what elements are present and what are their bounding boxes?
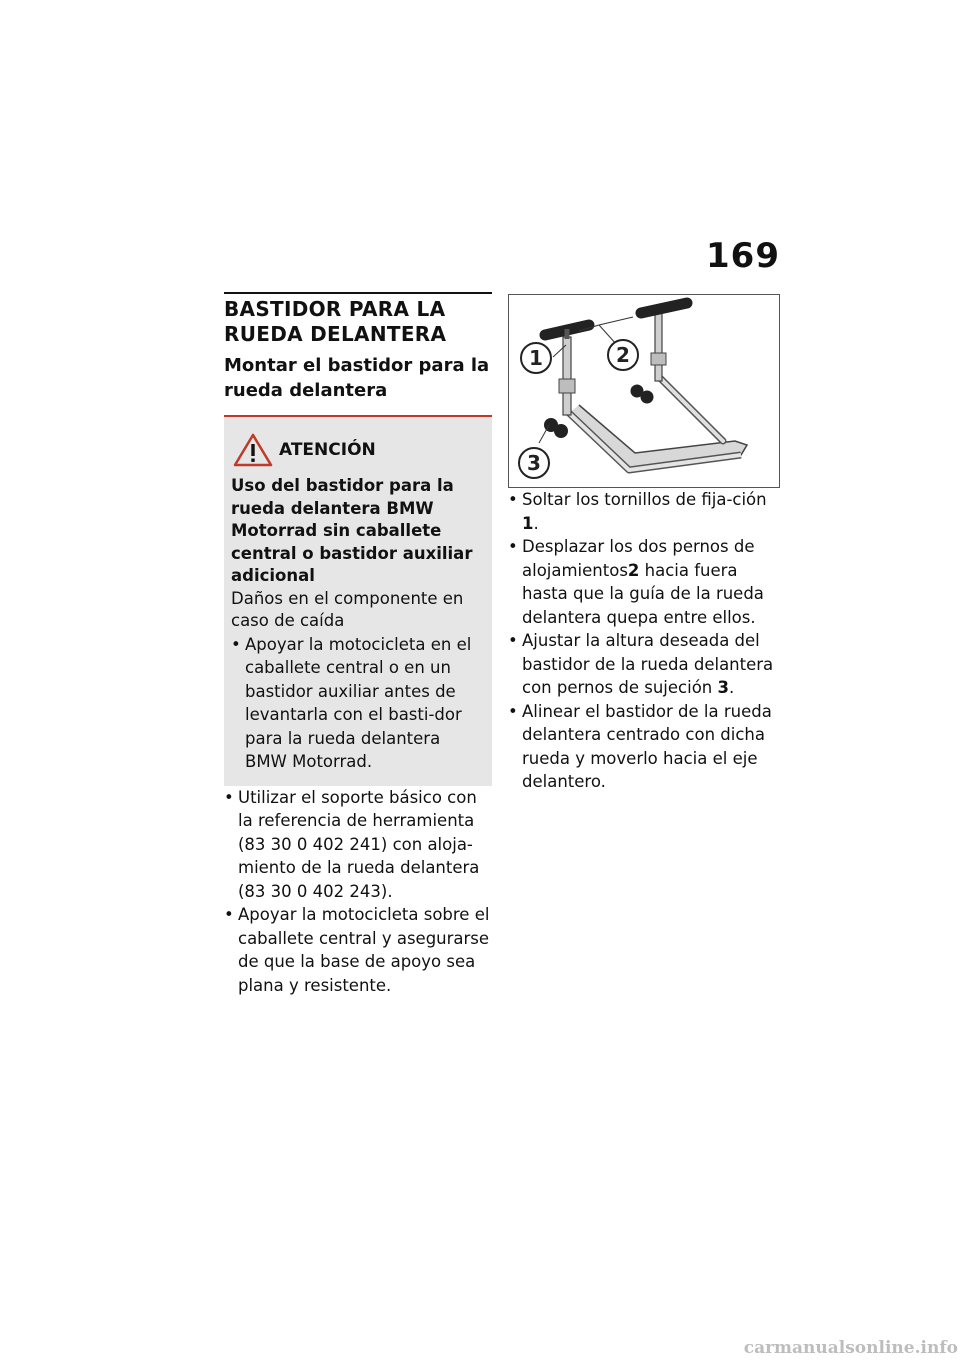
list-item: • Utilizar el soporte básico con la referencia de herramienta (83 30 0 402 241) con aloja-miento de la rueda delantera (83 30 0 402 243). bbox=[224, 786, 492, 904]
step-ref: 2 bbox=[627, 560, 640, 580]
step-text: Desplazar los dos pernos de alojamientos bbox=[522, 537, 755, 580]
warning-box bbox=[224, 417, 492, 786]
front-wheel-stand-illustration bbox=[509, 295, 779, 487]
left-steps-list bbox=[224, 786, 492, 998]
section-title: BASTIDOR PARA LA RUEDA DELANTERA bbox=[224, 292, 492, 347]
watermark-link[interactable]: carmanualsonline.info bbox=[743, 1338, 958, 1358]
warning-bold-text: Uso del bastidor para la rueda delantera BMW Motorrad sin caballete central o bastidor auxiliar adicional bbox=[231, 476, 473, 585]
list-item bbox=[508, 535, 780, 629]
right-steps-list bbox=[508, 488, 780, 794]
stand-figure bbox=[508, 294, 780, 488]
warning-title: ATENCIÓN bbox=[279, 440, 376, 460]
step-ref: 3 bbox=[717, 678, 729, 697]
subsection-title: Montar el bastidor para la rueda delantera bbox=[224, 355, 490, 401]
list-item bbox=[508, 629, 780, 700]
list-item bbox=[508, 700, 780, 794]
warning-triangle-icon bbox=[233, 433, 273, 467]
step-text-after: . bbox=[533, 513, 539, 533]
callout-2: 2 bbox=[616, 343, 630, 367]
page-number: 169 bbox=[706, 236, 780, 276]
step-text: Alinear el bastidor de la rueda delantera centrado con dicha rueda y moverlo hacia el eje delantero. bbox=[522, 701, 772, 791]
left-column bbox=[224, 292, 492, 997]
step-text-after: hacia fuera hasta que la guía de la rueda delantera quepa entre ellos. bbox=[522, 560, 764, 627]
step-ref: 1 bbox=[522, 513, 534, 533]
warning-header bbox=[231, 431, 484, 469]
callout-1: 1 bbox=[529, 346, 543, 370]
step-text: Ajustar la altura deseada del bastidor de la rueda delantera con pernos de sujeción bbox=[522, 631, 774, 697]
callout-3: 3 bbox=[527, 451, 541, 475]
right-column bbox=[508, 294, 780, 794]
list-item: • Apoyar la motocicleta sobre el caballete central y asegurarse de que la base de apoyo sea plana y resistente. bbox=[224, 903, 492, 997]
warning-text: Daños en el componente en caso de caída bbox=[231, 588, 464, 630]
warning-list bbox=[231, 633, 484, 774]
warning-list-item: • Apoyar la motocicleta en el caballete central o en un bastidor auxiliar antes de levantarla con el basti-dor para la rueda delantera BMW Motorrad. bbox=[231, 633, 484, 774]
list-item bbox=[508, 488, 780, 535]
step-text: Soltar los tornillos de fija-ción bbox=[522, 490, 767, 509]
step-text-after: . bbox=[728, 678, 735, 697]
